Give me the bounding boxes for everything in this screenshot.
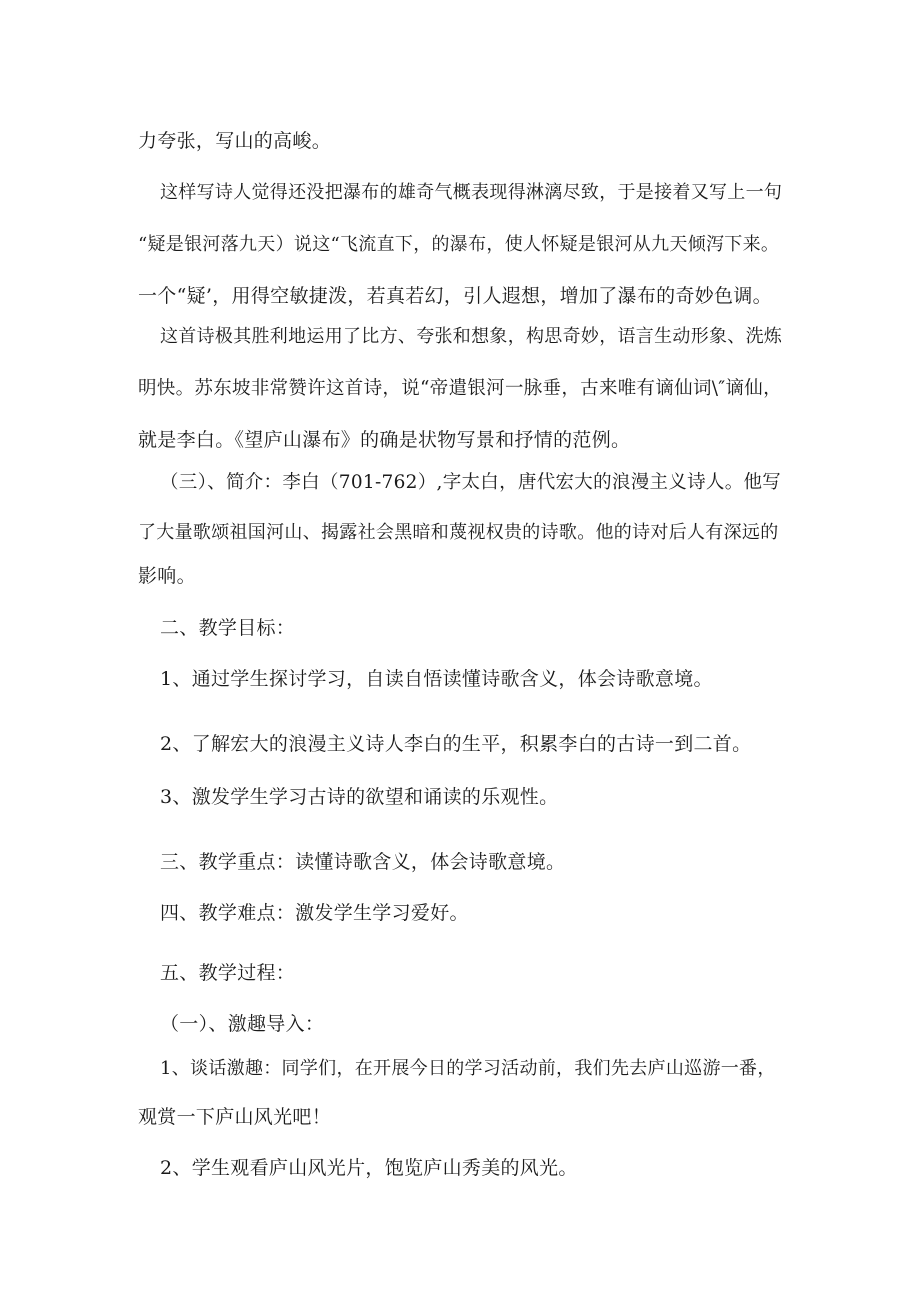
- section-heading-key-points: 三、教学重点：读懂诗歌含义，体会诗歌意境。: [160, 851, 566, 873]
- paragraph-line-9: 了大量歌颂祖国河山、揭露社会黑暗和蔑视权贵的诗歌。他的诗对后人有深远的: [138, 522, 779, 543]
- process-item-2: 2、学生观看庐山风光片，饱览庐山秀美的风光。: [160, 1157, 578, 1179]
- paragraph-line-7: 就是李白。《望庐山瀑布》的确是状物写景和抒情的范例。: [138, 429, 631, 451]
- paragraph-line-10: 影响。: [138, 565, 196, 587]
- section-heading-process: 五、教学过程：: [160, 962, 296, 984]
- objective-item-1: 1、通过学生探讨学习，自读自悟读懂诗歌含义，体会诗歌意境。: [160, 668, 713, 690]
- paragraph-line-6: 明快。苏东坡非常赞许这首诗，说“帝遣银河一脉垂，古来唯有谪仙词\″谪仙，: [138, 378, 782, 399]
- paragraph-line-2: 这样写诗人觉得还没把瀑布的雄奇气概表现得淋漓尽致，于是接着又写上一句: [160, 182, 783, 203]
- subsection-heading-intro: （一）、激趣导入：: [160, 1013, 325, 1035]
- paragraph-line-1: 力夸张，写山的高峻。: [138, 130, 332, 152]
- objective-item-2: 2、了解宏大的浪漫主义诗人李白的生平，积累李白的古诗一到二首。: [160, 733, 752, 755]
- paragraph-line-3: “疑是银河落九天）说这“飞流直下，的瀑布，使人怀疑是银河从九天倾泻下来。: [138, 234, 780, 255]
- section-heading-objectives: 二、教学目标：: [160, 617, 296, 639]
- objective-item-3: 3、激发学生学习古诗的欲望和诵读的乐观性。: [160, 786, 559, 808]
- paragraph-line-4: 一个“疑’，用得空敏捷泼，若真若幻，引人遐想，增加了瀑布的奇妙色调。: [138, 285, 772, 307]
- process-item-1-line-2: 观赏一下庐山风光吧！: [138, 1106, 332, 1128]
- paragraph-line-5: 这首诗极其胜利地运用了比方、夸张和想象，构思奇妙，语言生动形象、洗炼: [160, 326, 783, 347]
- paragraph-line-8: （三）、简介：李白（701-762）,字太白，唐代宏大的浪漫主义诗人。他写: [160, 472, 782, 493]
- section-heading-difficulties: 四、教学难点：激发学生学习爱好。: [160, 902, 469, 924]
- process-item-1-line-1: 1、谈话激趣：同学们，在开展今日的学习活动前，我们先去庐山巡游一番，: [160, 1058, 776, 1079]
